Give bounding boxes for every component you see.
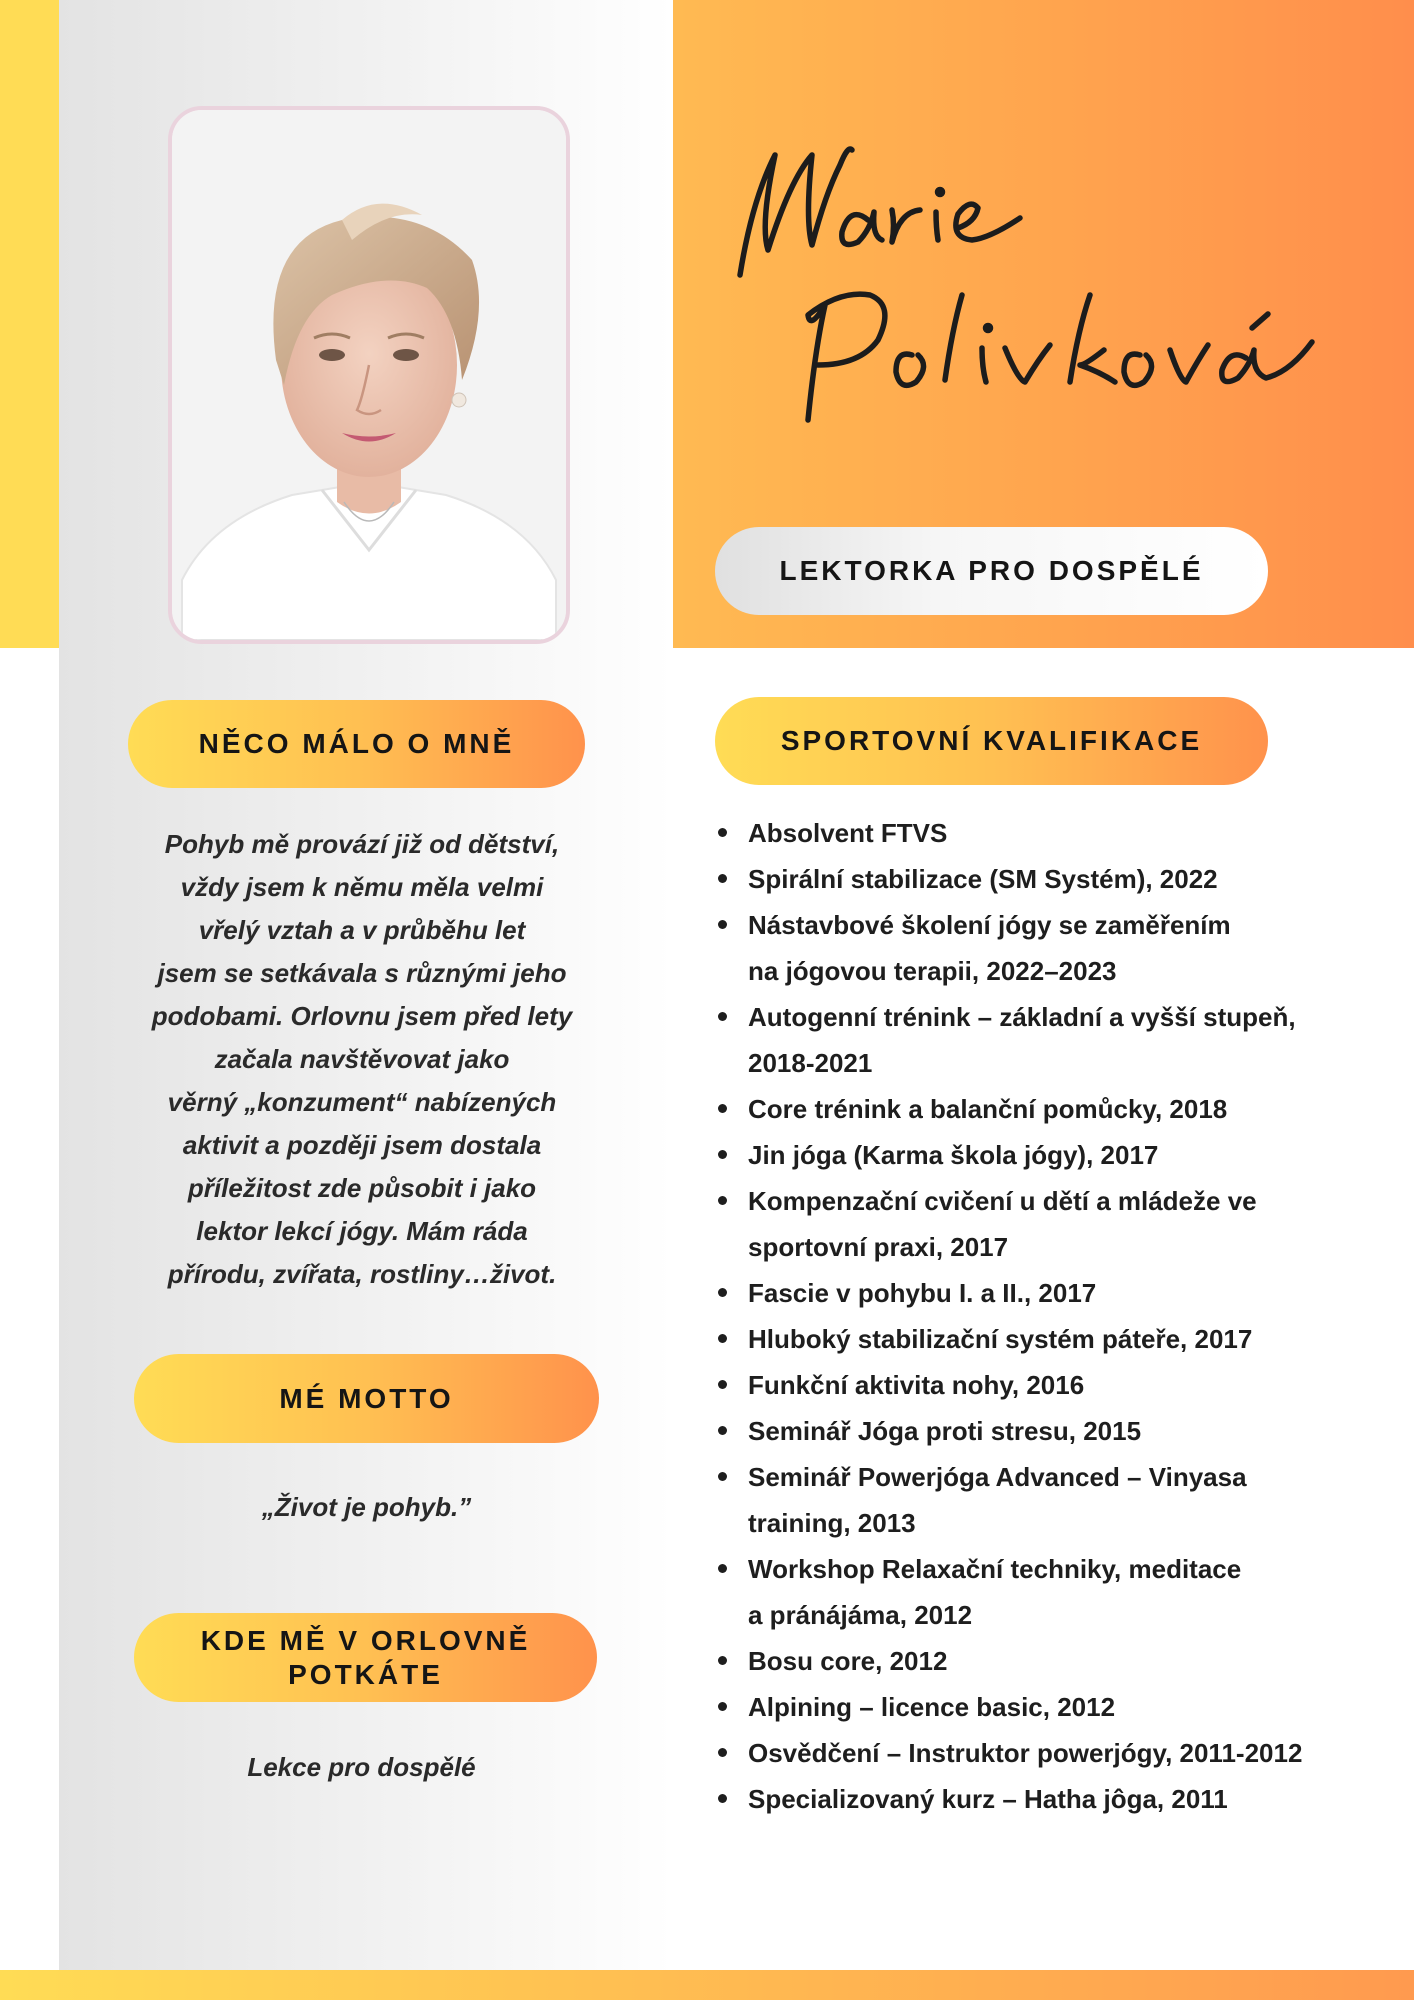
qualification-item: Bosu core, 2012 (716, 1638, 1406, 1684)
about-text: Pohyb mě provází již od dětství, vždy jsem k němu měla velmi vřelý vztah a v průběhu let jsem se setkávala s různými jeho podobami. Orlovnu jsem před lety začala navštěvovat jako věrný „konzument“ nabízených aktivit a později jsem dostala příležitost zde působit i jako lektor lekcí jógy. Mám ráda přírodu, zvířata, rostliny…život. (151, 829, 573, 1289)
qualification-item: Funkční aktivita nohy, 2016 (716, 1362, 1406, 1408)
qualification-item: Kompenzační cvičení u dětí a mládeže ve sportovní praxi, 2017 (716, 1178, 1406, 1270)
qualification-item: Core trénink a balanční pomůcky, 2018 (716, 1086, 1406, 1132)
motto-heading: MÉ MOTTO (134, 1354, 599, 1443)
qualification-item: Jin jóga (Karma škola jógy), 2017 (716, 1132, 1406, 1178)
qualification-item: Hluboký stabilizační systém páteře, 2017 (716, 1316, 1406, 1362)
qualification-item: Workshop Relaxační techniky, meditace a pránájáma, 2012 (716, 1546, 1406, 1638)
qualification-item: Seminář Jóga proti stresu, 2015 (716, 1408, 1406, 1454)
qualification-item: Absolvent FTVS (716, 810, 1406, 856)
name-signature (700, 110, 1360, 450)
qualification-item: Specializovaný kurz – Hatha jôga, 2011 (716, 1776, 1406, 1822)
motto-text: „Život je pohyb.” (261, 1492, 472, 1522)
qualifications-heading: SPORTOVNÍ KVALIFIKACE (715, 697, 1268, 785)
profile-photo (168, 106, 570, 644)
where-heading: KDE MĚ V ORLOVNĚ POTKÁTE (134, 1613, 597, 1702)
about-heading: NĚCO MÁLO O MNĚ (128, 700, 585, 788)
qualification-item: Nástavbové školení jógy se zaměřením na jógovou terapii, 2022–2023 (716, 902, 1406, 994)
qualification-item: Spirální stabilizace (SM Systém), 2022 (716, 856, 1406, 902)
where-text: Lekce pro dospělé (247, 1752, 476, 1782)
yellow-accent-strip (0, 0, 59, 648)
qualification-item: Alpining – licence basic, 2012 (716, 1684, 1406, 1730)
name-script-drawing (700, 110, 1360, 450)
role-badge: LEKTORKA PRO DOSPĚLÉ (715, 527, 1268, 615)
qualification-item: Fascie v pohybu I. a II., 2017 (716, 1270, 1406, 1316)
bottom-accent-strip (0, 1970, 1414, 2000)
qualification-item: Autogenní trénink – základní a vyšší stupeň, 2018-2021 (716, 994, 1406, 1086)
qualification-item: Seminář Powerjóga Advanced – Vinyasa training, 2013 (716, 1454, 1406, 1546)
qualification-item: Osvědčení – Instruktor powerjógy, 2011-2012 (716, 1730, 1406, 1776)
qualifications-list (716, 810, 1406, 1822)
portrait-illustration (172, 110, 566, 640)
